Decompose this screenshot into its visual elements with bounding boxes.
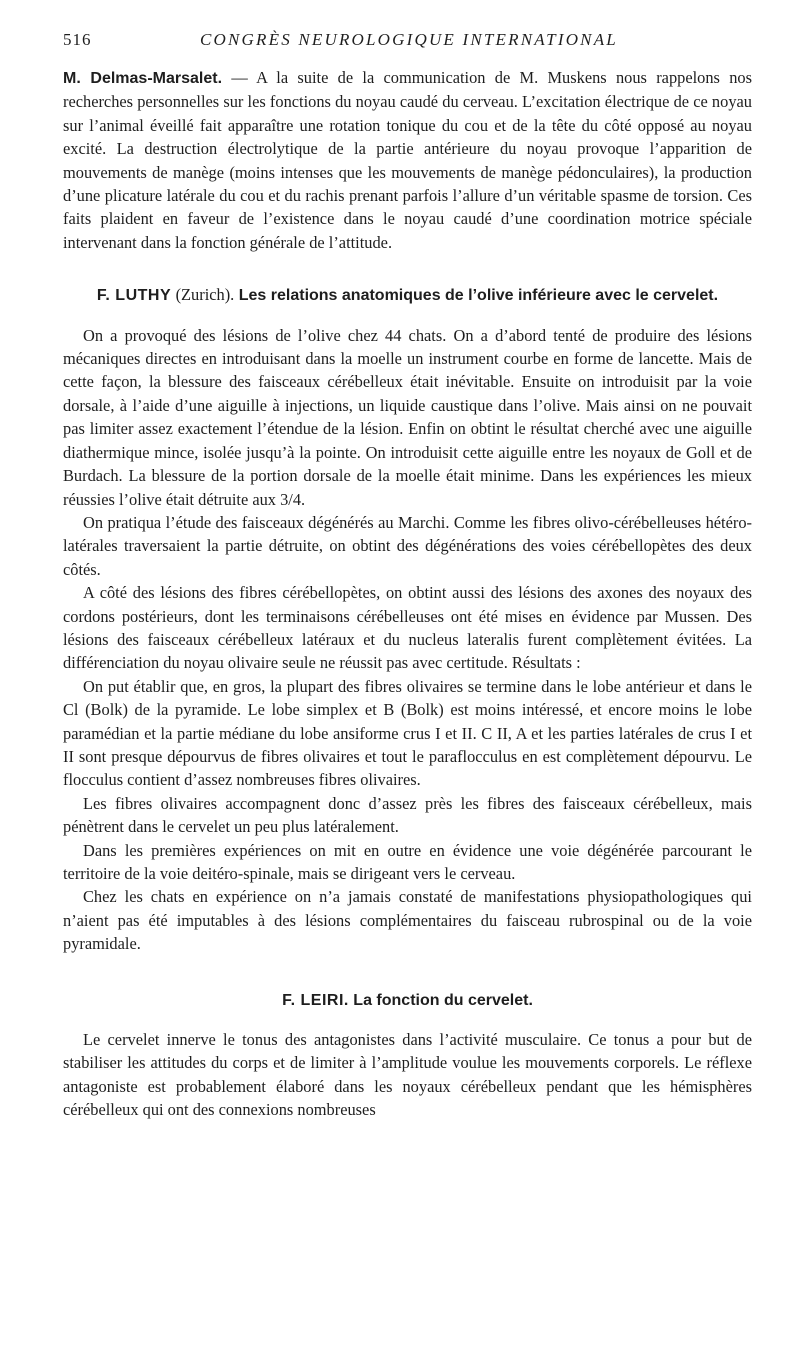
section-spacer bbox=[63, 308, 752, 324]
luthy-author: F. LUTHY bbox=[96, 287, 172, 305]
leiri-heading bbox=[63, 989, 752, 1012]
luthy-paragraph: On put établir que, en gros, la plupart des fibres olivaires se termine dans le lobe antérieur et dans le Cl (Bolk) de la pyramide. Le lobe simplex et B (Bolk) est moins intéressé, et encore moins le lobe paramédian et la partie médiane du lobe ansiforme crus I et II. C II, A et les parties latérales de crus I et II sont presque dépourvus de fibres olivaires et tout le paraflocculus en est complètement dépourvu. Le flocculus contient d’assez nombreuses fibres olivaires. bbox=[63, 676, 752, 790]
luthy-heading bbox=[63, 283, 752, 307]
section-spacer bbox=[63, 956, 752, 989]
luthy-paragraph: On a provoqué des lésions de l’olive chez 44 chats. On a d’abord tenté de produire des lésions mécaniques directes en introduisant dans la moelle un instrument courbe en forme de lancette. Mais de cette façon, la blessure des faisceaux cérébelleux était inévitable. Ensuite on introduisit par la voie dorsale, à l’aide d’une aiguille à injections, un liquide caustique dans l’olive. Mais ainsi on ne pouvait pas limiter assez exactement l’étendue de la lésion. Enfin on obtint le résultat cherché avec une aiguille diathermique mince, isolée jusqu’à la pointe. On introduisit cette aiguille entre les noyaux de Goll et de Burdach. La blessure de la portion dorsale de la moelle était minime. Dans les expériences les mieux réussies l’olive était détruite aux 3/4. bbox=[63, 325, 752, 509]
section-spacer bbox=[63, 1012, 752, 1028]
luthy-title: Les relations anatomiques de l’olive inférieure avec le cervelet. bbox=[238, 287, 719, 305]
delmas-text: — A la suite de la communication de M. Muskens nous rappelons nos recherches personnelles sur les fonctions du noyau caudé du cerveau. L’excitation électrique de ce noyau sur l’animal éveillé fait apparaître une rotation tonique du cou et de la tête du côté opposé au noyau excité. La destruction électrolytique de la partie antérieure du noyau provoque l’apparition de mouvements de manège (moins intenses que les mouvements de manège pédonculaires), la production d’une plicature latérale du cou et du rachis prenant parfois l’allure d’un véritable spasme de torsion. Ces faits plaident en faveur de l’existence dans le noyau caudé d’une coordination motrice spéciale intervenant dans la fonction générale de l’attitude. bbox=[63, 68, 752, 252]
luthy-paragraph: Chez les chats en expérience on n’a jamais constaté de manifestations physiopathologiques qui n’aient pas été imputables à des lésions complémentaires du faisceau rubrospinal ou de la voie pyramidale. bbox=[63, 887, 752, 954]
running-head bbox=[63, 30, 752, 58]
luthy-paragraph: A côté des lésions des fibres cérébellopètes, on obtint aussi des lésions des axones des noyaux des cordons postérieurs, dont les terminaisons cérébelleuses ont été mises en évidence par Mussen. Des lésions des faisceaux cérébelleux latéraux et du nucleus lateralis furent complètement évitées. La différenciation du noyau olivaire seule ne réussit pas avec certitude. Résultats : bbox=[63, 583, 752, 673]
luthy-paragraph: Les fibres olivaires accompagnent donc d’assez près les fibres des faisceaux cérébelleux, mais pénètrent dans le cervelet un peu plus latéralement. bbox=[63, 793, 752, 837]
leiri-author: F. LEIRI. bbox=[282, 991, 349, 1009]
leiri-paragraph: Le cervelet innerve le tonus des antagonistes dans l’activité musculaire. Ce tonus a pour but de stabiliser les attitudes du corps et de limiter à l’amplitude voulue les mouvements corporels. Le réflexe antagoniste est probablement élaboré dans les noyaux cérébelleux pendant que les hémisphères cérébelleux qui ont des connexions nombreuses bbox=[63, 1030, 752, 1120]
delmas-paragraph bbox=[63, 66, 752, 254]
luthy-paragraph: On pratiqua l’étude des faisceaux dégénérés au Marchi. Comme les fibres olivo-cérébelleuses hétéro-latérales traversaient la partie détruite, on obtint des dégénérations des voies cérébellopètes des deux côtés. bbox=[63, 512, 752, 579]
page-number: 516 bbox=[63, 30, 92, 49]
section-spacer bbox=[63, 254, 752, 283]
speaker-name: M. Delmas-Marsalet. bbox=[63, 70, 223, 87]
luthy-city: (Zurich). bbox=[175, 285, 235, 305]
journal-title: CONGRÈS NEUROLOGIQUE INTERNATIONAL bbox=[200, 30, 618, 49]
leiri-title: La fonction du cervelet. bbox=[353, 991, 533, 1009]
body-text bbox=[63, 66, 752, 1122]
luthy-paragraph: Dans les premières expériences on mit en outre en évidence une voie dégénérée parcourant le territoire de la voie deitéro-spinale, mais se dirigeant vers le cerveau. bbox=[63, 840, 752, 883]
